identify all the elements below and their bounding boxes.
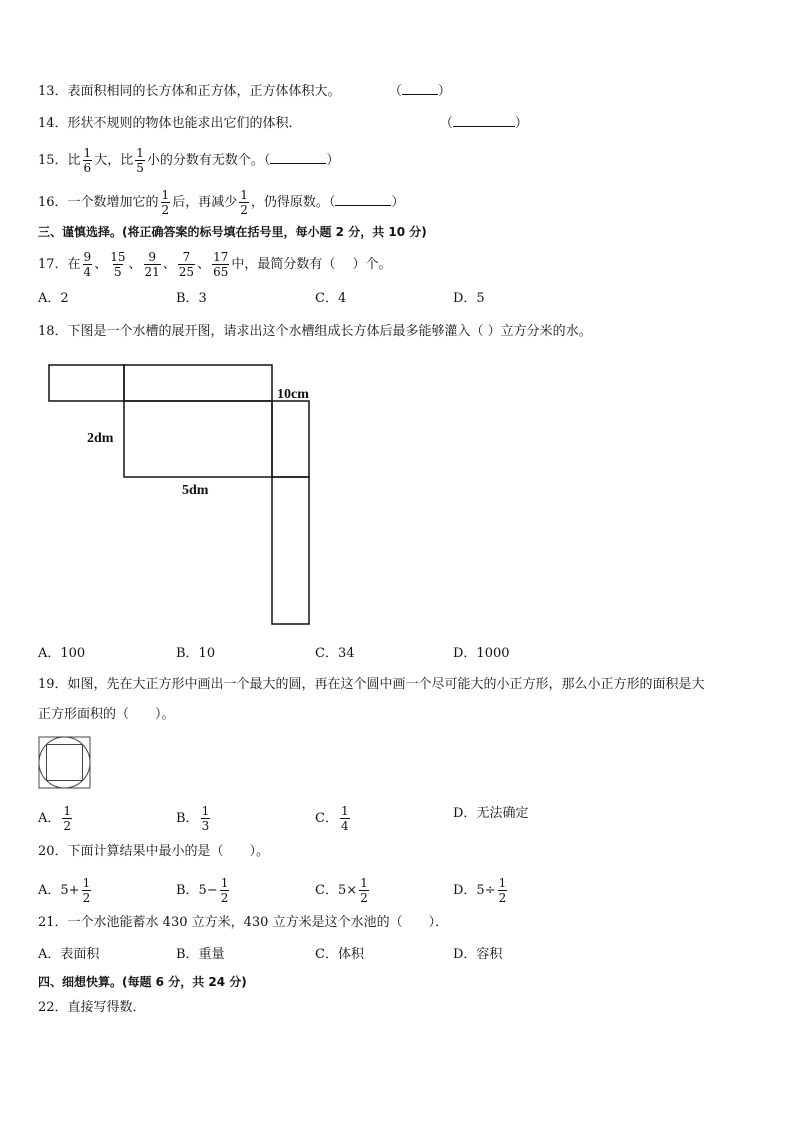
text-part: 17．在	[38, 257, 81, 272]
paren-close: ）	[326, 153, 340, 168]
label-depth: 10cm	[277, 387, 309, 402]
denominator: 5	[114, 265, 122, 279]
section-heading-4: 四、细想快算。(每题 6 分，共 24 分)	[38, 975, 247, 989]
denominator: 6	[83, 161, 92, 175]
numerator: 9	[83, 250, 92, 264]
text-part: 15．比	[38, 153, 81, 168]
fraction	[178, 250, 195, 279]
option-b[interactable]: B．3	[176, 291, 207, 306]
numerator: 1	[220, 876, 229, 890]
option-d[interactable]: D．5	[453, 291, 485, 306]
question-20: 20．下面计算结果中最小的是（ ）。	[38, 844, 270, 859]
question-18: 18．下图是一个水槽的展开图，请求出这个水槽组成长方体后最多能够灌入（ ）立方分米的水。	[38, 324, 592, 339]
paren-close: ）	[514, 116, 528, 131]
water-tank-net-diagram	[40, 355, 340, 635]
answer-blank[interactable]	[453, 114, 515, 127]
denominator: 3	[201, 819, 210, 833]
label-length: 5dm	[182, 483, 209, 498]
denominator: 21	[144, 265, 160, 279]
option-b[interactable]: B．10	[176, 646, 216, 661]
denominator: 2	[220, 891, 229, 905]
question-19-line-1: 19．如图，先在大正方形中画出一个最大的圆，再在这个圆中画一个尽可能大的小正方形，那么小正方形的面积是大	[38, 677, 705, 692]
option-label: B．	[176, 811, 199, 826]
denominator: 2	[360, 891, 368, 905]
fraction	[144, 250, 161, 279]
option-c[interactable]	[315, 804, 352, 833]
option-label: D．5÷	[453, 883, 496, 898]
paren-close: ）	[391, 195, 405, 210]
question-13	[38, 82, 451, 102]
square-circle-square-figure	[38, 736, 92, 790]
denominator: 2	[63, 819, 72, 833]
fraction	[83, 250, 93, 279]
fraction	[109, 250, 126, 279]
text-part: 中，最简分数有（ ）个。	[231, 257, 392, 272]
option-a[interactable]	[38, 876, 93, 905]
text-part: 小的分数有无数个。（	[146, 153, 271, 168]
denominator: 65	[213, 265, 229, 279]
inner-square	[47, 745, 83, 781]
net-face-bottom	[124, 401, 272, 477]
fraction	[340, 804, 350, 833]
separator: 、	[94, 257, 108, 272]
numerator: 1	[201, 804, 210, 818]
fraction	[201, 804, 211, 833]
numerator: 1	[83, 146, 92, 160]
option-text: 无法确定	[476, 806, 529, 821]
fraction	[62, 804, 72, 833]
denominator: 2	[240, 203, 248, 217]
fraction	[212, 250, 229, 279]
fraction	[161, 188, 171, 217]
fraction	[239, 188, 249, 217]
question-17	[38, 250, 392, 279]
option-label: A．5+	[38, 883, 80, 898]
denominator: 4	[340, 819, 349, 833]
text-part: 后，再减少	[172, 195, 238, 210]
separator: 、	[162, 257, 176, 272]
answer-blank[interactable]	[270, 151, 326, 164]
separator: 、	[197, 257, 211, 272]
numerator: 17	[213, 250, 229, 264]
option-label: C．5×	[315, 883, 358, 898]
option-c[interactable]: C．体积	[315, 947, 364, 962]
option-c[interactable]: C．34	[315, 646, 355, 661]
option-d[interactable]: D．容积	[453, 947, 503, 962]
section-heading-3: 三、谨慎选择。(将正确答案的标号填在括号里，每小题 2 分，共 10 分)	[38, 225, 427, 239]
fraction	[83, 146, 93, 175]
option-a[interactable]	[38, 804, 74, 833]
denominator: 2	[161, 203, 170, 217]
option-label: C．	[315, 811, 338, 826]
paren-close: ）	[437, 84, 451, 99]
denominator: 25	[178, 265, 195, 279]
numerator: 1	[360, 876, 368, 890]
option-b[interactable]: B．重量	[176, 947, 225, 962]
option-d[interactable]: D．1000	[453, 646, 510, 661]
option-c[interactable]	[315, 876, 371, 905]
numerator: 15	[110, 250, 126, 264]
denominator: 4	[83, 265, 92, 279]
fraction	[498, 876, 508, 905]
paren-open: （	[388, 84, 402, 99]
question-text: 14．形状不规则的物体也能求出它们的体积．	[38, 116, 302, 131]
denominator: 2	[82, 891, 91, 905]
question-14	[38, 114, 528, 134]
net-face-right-lower	[272, 477, 309, 624]
question-15	[38, 146, 339, 175]
net-face-right-upper	[272, 401, 309, 477]
answer-blank[interactable]	[335, 193, 391, 206]
numerator: 1	[136, 146, 144, 160]
fraction	[135, 146, 145, 175]
denominator: 5	[136, 161, 144, 175]
text-part: 16．一个数增加它的	[38, 195, 159, 210]
numerator: 1	[82, 876, 91, 890]
numerator: 1	[498, 876, 507, 890]
option-a[interactable]: A．100	[38, 646, 86, 661]
numerator: 1	[340, 804, 349, 818]
text-part: 大，比	[94, 153, 134, 168]
option-label: A．	[38, 811, 61, 826]
option-b[interactable]	[176, 876, 231, 905]
denominator: 2	[498, 891, 507, 905]
net-face-left	[49, 365, 124, 401]
numerator: 1	[63, 804, 72, 818]
text-part: ，仍得原数。（	[250, 195, 336, 210]
separator: 、	[128, 257, 142, 272]
question-16	[38, 188, 404, 217]
numerator: 1	[161, 188, 170, 202]
question-text: 13．表面积相同的长方体和正方体，正方体体积大。	[38, 84, 341, 99]
option-d[interactable]	[453, 804, 528, 824]
option-d[interactable]	[453, 876, 509, 905]
option-a[interactable]: A．表面积	[38, 947, 100, 962]
label-width: 2dm	[87, 431, 114, 446]
fraction	[82, 876, 92, 905]
paren-open: （	[439, 116, 453, 131]
answer-blank[interactable]	[402, 82, 438, 95]
numerator: 1	[240, 188, 248, 202]
option-a[interactable]: A．2	[38, 291, 69, 306]
question-22: 22．直接写得数．	[38, 1000, 146, 1015]
question-19-line-2: 正方形面积的（ ）。	[38, 707, 175, 722]
option-label: B．5−	[176, 883, 218, 898]
fraction	[220, 876, 230, 905]
numerator: 9	[148, 250, 156, 264]
fraction	[359, 876, 369, 905]
option-c[interactable]: C．4	[315, 291, 347, 306]
option-label: D．	[453, 806, 477, 821]
question-21: 21．一个水池能蓄水 430 立方米，430 立方米是这个水池的（ ）．	[38, 915, 449, 930]
numerator: 7	[182, 250, 191, 264]
option-b[interactable]	[176, 804, 212, 833]
net-face-top	[124, 365, 272, 401]
